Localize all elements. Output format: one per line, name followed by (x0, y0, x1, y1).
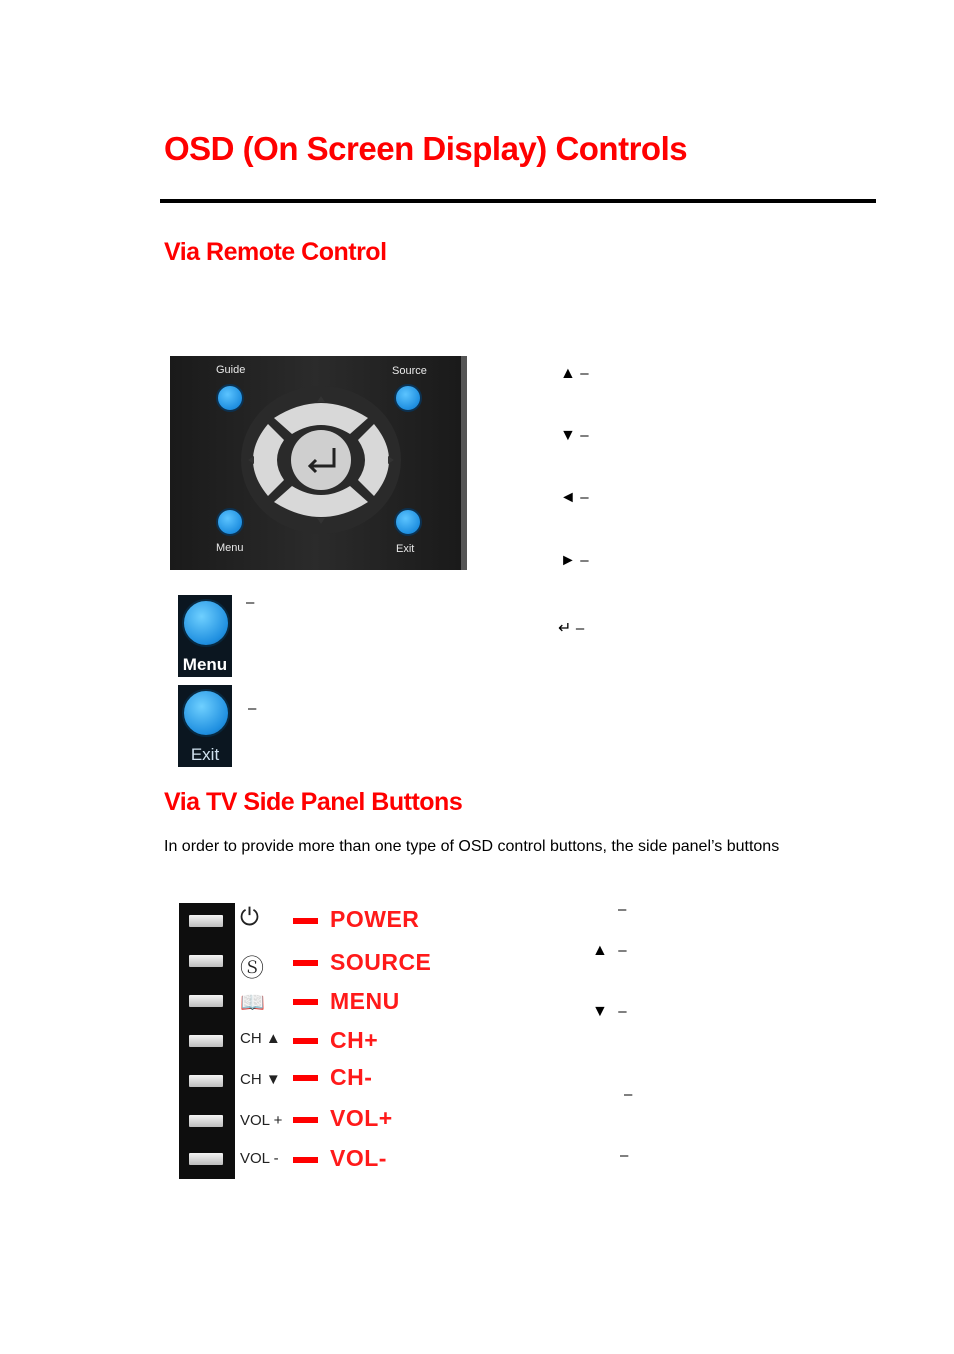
menu-book-icon: 📖 (240, 992, 265, 1014)
panel-desc-row (592, 942, 627, 960)
key-desc: – (580, 552, 589, 569)
page-title: OSD (On Screen Display) Controls (164, 130, 688, 167)
key-desc: – (580, 489, 589, 506)
guide-label: Guide (216, 364, 246, 376)
left-arrow-icon: ◄ (560, 489, 576, 506)
menu-key-icon (178, 595, 232, 677)
menu-label: Menu (216, 542, 244, 554)
remote-section-heading: Via Remote Control (164, 238, 387, 266)
label-bar (293, 1117, 318, 1123)
panel-button (189, 1035, 223, 1047)
key-row-up (560, 365, 589, 383)
down-arrow-icon: ▼ (592, 1003, 608, 1020)
enter-icon: ↵ (558, 620, 572, 637)
key-desc: – (580, 427, 589, 444)
desc-text: – (620, 1147, 629, 1164)
panel-desc-row (618, 901, 626, 919)
desc-text: – (624, 1086, 633, 1103)
panel-button (189, 995, 223, 1007)
key-row-left (560, 489, 589, 507)
key-desc: – (575, 620, 585, 637)
panel-intro-text: In order to provide more than one type of OSD control buttons, the side panel’s buttons (164, 838, 780, 855)
vol-up-icon: VOL + (240, 1112, 283, 1129)
panel-desc-row (620, 1147, 628, 1165)
desc-text: – (618, 1003, 627, 1020)
panel-desc-row (624, 1086, 632, 1104)
title-rule (160, 199, 876, 203)
label-bar (293, 918, 318, 924)
power-icon: ⏻ (240, 904, 259, 931)
panel-button (189, 915, 223, 927)
dpad-icon (238, 382, 404, 538)
key-row-down (560, 427, 589, 445)
desc-text: – (618, 901, 627, 918)
key-desc: – (580, 365, 589, 382)
panel-desc-row (592, 1003, 627, 1021)
key-row-enter (558, 618, 584, 638)
up-arrow-icon: ▲ (592, 942, 608, 959)
power-label: POWER (330, 906, 420, 932)
label-bar (293, 960, 318, 966)
vol-down-icon: VOL - (240, 1150, 279, 1167)
up-arrow-icon: ▲ (560, 365, 576, 382)
menu-icon-label: Menu (182, 655, 228, 674)
ch-minus-label: CH- (330, 1064, 373, 1090)
exit-label: Exit (396, 543, 415, 555)
vol-plus-label: VOL+ (330, 1105, 393, 1131)
ch-down-icon: CH ▼ (240, 1071, 281, 1088)
exit-key-icon (178, 685, 232, 767)
exit-circle-icon (182, 689, 230, 737)
source-icon: Ⓢ (240, 955, 264, 982)
panel-button (189, 1153, 223, 1165)
menu-circle-icon (182, 599, 230, 647)
remote-control-image (170, 356, 467, 570)
panel-button (189, 955, 223, 967)
ch-up-icon: CH ▲ (240, 1030, 281, 1047)
source-label: SOURCE (330, 949, 432, 975)
exit-description: – (248, 700, 257, 717)
label-bar (293, 1075, 318, 1081)
source-label: Source (392, 365, 427, 377)
vol-minus-label: VOL- (330, 1145, 387, 1171)
desc-text: – (618, 942, 627, 959)
right-arrow-icon: ► (560, 552, 576, 569)
menu-description: – (246, 594, 255, 611)
exit-button (394, 508, 422, 536)
panel-section-heading: Via TV Side Panel Buttons (164, 788, 463, 816)
label-bar (293, 1157, 318, 1163)
label-bar (293, 1038, 318, 1044)
label-bar (293, 999, 318, 1005)
menu-button (216, 508, 244, 536)
panel-button (189, 1115, 223, 1127)
exit-icon-label: Exit (190, 745, 220, 764)
panel-button (189, 1075, 223, 1087)
key-row-right (560, 552, 589, 570)
side-panel-image (179, 903, 235, 1179)
down-arrow-icon: ▼ (560, 427, 576, 444)
menu-label: MENU (330, 988, 400, 1014)
ch-plus-label: CH+ (330, 1027, 379, 1053)
